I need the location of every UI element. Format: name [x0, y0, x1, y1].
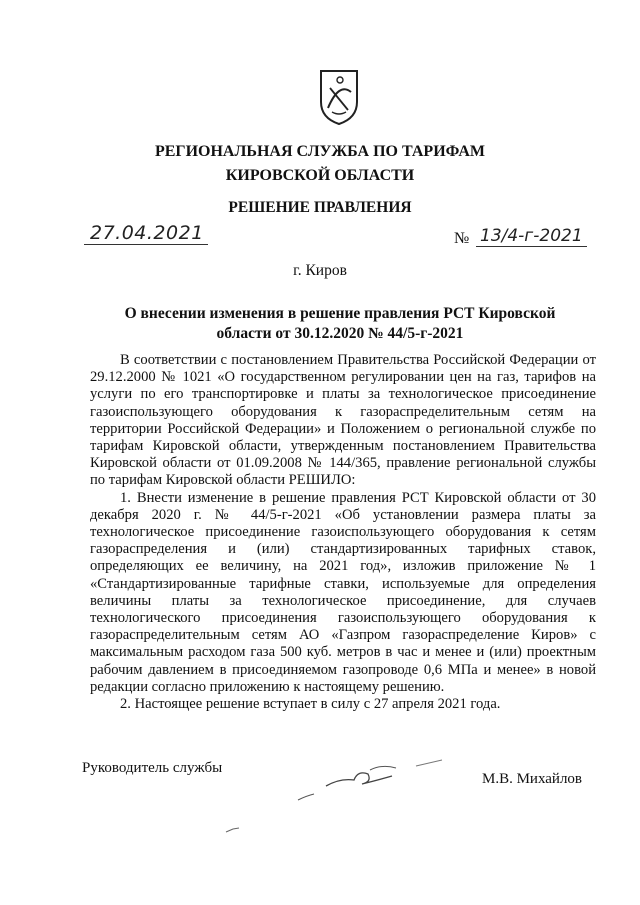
document-date: 27.04.2021	[84, 222, 208, 245]
number-label: №	[454, 230, 470, 247]
organization-name-line2: КИРОВСКОЙ ОБЛАСТИ	[225, 167, 415, 184]
organization-name-line1: РЕГИОНАЛЬНАЯ СЛУЖБА ПО ТАРИФАМ	[154, 143, 486, 160]
document-body	[90, 352, 596, 713]
kirov-oblast-coat-of-arms-icon	[318, 68, 360, 126]
document-subject: О внесении изменения в решение правления РСТ Кировской области от 30.12.2020 № 44/5-г-2021	[124, 305, 556, 342]
signatory-role: Руководитель службы	[82, 760, 223, 776]
item-1-paragraph: 1. Внести изменение в решение правления РСТ Кировской области от 30 декабря 2020 г. № 44/5-г-2021 «Об установлении размера платы за технологическое присоединение газоиспользующего оборудования к сетям газораспределения и (или) стандартизированных тарифных ставок, определяющих ее величину, на 2021 год», изложив приложение № 1 «Стандартизированные тарифные ставки, используемые для определения величины платы за технологическое присоединение, для случаев технологического присоединения газоиспользующего оборудования к газораспределительным сетям АО «Газпром газораспределение Киров» с максимальным расходом газа 500 куб. метров в час и менее и (или) проектным рабочим давлением в присоединяемом газопроводе 0,6 МПа и менее» в новой редакции согласно приложению к настоящему решению.	[90, 489, 596, 695]
item-2-paragraph: 2. Настоящее решение вступает в силу с 27 апреля 2021 года.	[120, 696, 501, 713]
city: г. Киров	[293, 262, 347, 279]
document-type: РЕШЕНИЕ ПРАВЛЕНИЯ	[228, 199, 412, 216]
signatory-name: М.В. Михайлов	[482, 771, 583, 787]
preamble-paragraph: В соответствии с постановлением Правительства Российской Федерации от 29.12.2000 № 1021 «О государственном регулировании цен на газ, тарифов на услуги по его транспортировке и платы за технологическое присоединение газоиспользующего оборудования к газораспределительным сетям на территории Российской Федерации» и Положением о региональной службе по тарифам Кировской области, утвержденным постановлением Правительства Кировской области от 01.09.2008 № 144/365, правление региональной службы по тарифам Кировской области РЕШИЛО:	[90, 352, 596, 489]
handwritten-signature-icon	[296, 756, 446, 806]
document-number: 13/4-г-2021	[476, 226, 587, 247]
stray-mark-icon	[225, 826, 243, 834]
